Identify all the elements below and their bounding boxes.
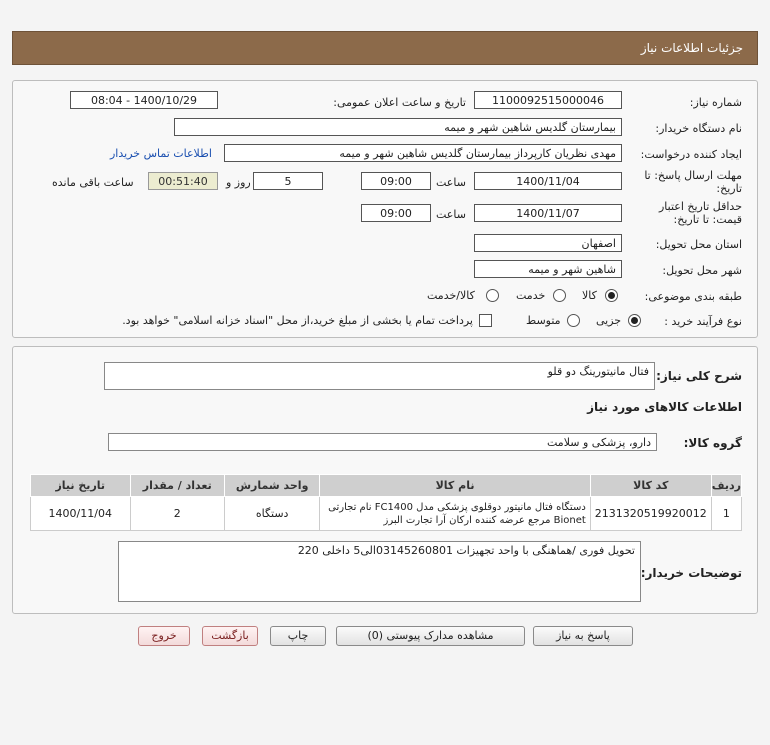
buyer-org-label: نام دستگاه خریدار:: [655, 122, 742, 135]
category-goods-service-label: کالا/خدمت: [427, 289, 475, 302]
need-summary-label: شرح کلی نیاز:: [656, 369, 742, 383]
process-label: نوع فرآیند خرید :: [664, 315, 742, 328]
process-medium-label: متوسط: [526, 314, 561, 327]
col-row-header: ردیف: [711, 475, 741, 497]
cell-goods-name: دستگاه فتال مانیتور دوقلوی پزشکی مدل FC1400 نام تجارتی Bionet مرجع عرضه کننده ارکان آرا تجارت البرز: [320, 497, 591, 531]
treasury-payment-checkbox[interactable]: [479, 314, 492, 327]
province-field: اصفهان: [474, 234, 622, 252]
reply-deadline-label: مهلت ارسال پاسخ: تا تاریخ:: [644, 169, 742, 195]
table-row: [31, 497, 742, 531]
exit-button[interactable]: خروج: [138, 626, 190, 646]
process-radio-medium[interactable]: [567, 314, 580, 327]
col-qty-header: تعداد / مقدار: [130, 475, 225, 497]
cell-unit: دستگاه: [225, 497, 320, 531]
need-number-label: شماره نیاز:: [689, 96, 742, 109]
page-title: جزئیات اطلاعات نیاز: [640, 41, 743, 55]
announce-datetime-field: 1400/10/29 - 08:04: [70, 91, 218, 109]
reply-to-need-button[interactable]: پاسخ به نیاز: [533, 626, 633, 646]
back-button[interactable]: بازگشت: [202, 626, 258, 646]
category-service-label: خدمت: [516, 289, 546, 302]
province-label: استان محل تحویل:: [655, 238, 742, 251]
days-label: روز و: [226, 176, 251, 189]
creator-label: ایجاد کننده درخواست:: [640, 148, 742, 161]
table-header-row: [31, 475, 742, 497]
creator-field: مهدی نظریان کارپرداز بیمارستان گلدیس شاهین شهر و میمه: [224, 144, 622, 162]
category-radio-goods[interactable]: [605, 289, 618, 302]
process-minor-label: جزیی: [596, 314, 622, 327]
buyer-notes-field: تحویل فوری /هماهنگی با واحد تجهیزات 03145260801الی5 داخلی 220: [118, 541, 641, 602]
cell-quantity: 2: [130, 497, 225, 531]
cell-row-number: 1: [711, 497, 741, 531]
category-radio-goods-service[interactable]: [486, 289, 499, 302]
goods-group-field: دارو، پزشکی و سلامت: [108, 433, 657, 451]
goods-info-title: اطلاعات کالاهای مورد نیاز: [587, 400, 742, 414]
print-button[interactable]: چاپ: [270, 626, 326, 646]
page-header: [12, 31, 758, 65]
buyer-notes-label: توضیحات خریدار:: [640, 566, 742, 580]
price-validity-time: 09:00: [361, 204, 431, 222]
city-field: شاهین شهر و میمه: [474, 260, 622, 278]
validity-time-label: ساعت: [436, 208, 466, 221]
treasury-payment-note: پرداخت تمام یا بخشی از مبلغ خرید،از محل "اسناد خزانه اسلامی" خواهد بود.: [122, 314, 473, 327]
buyer-org-field: بیمارستان گلدیس شاهین شهر و میمه: [174, 118, 622, 136]
buyer-contact-link[interactable]: اطلاعات تماس خریدار: [110, 147, 212, 160]
col-name-header: نام کالا: [320, 475, 591, 497]
category-label: طبقه بندی موضوعی:: [644, 290, 742, 303]
view-attachments-button[interactable]: مشاهده مدارک پیوستی (0): [336, 626, 525, 646]
price-validity-label: حداقل تاریخ اعتبار قیمت: تا تاریخ:: [658, 200, 742, 226]
cell-need-date: 1400/11/04: [31, 497, 131, 531]
col-unit-header: واحد شمارش: [225, 475, 320, 497]
need-number-field: 1100092515000046: [474, 91, 622, 109]
reply-deadline-time: 09:00: [361, 172, 431, 190]
process-radio-minor[interactable]: [628, 314, 641, 327]
remaining-label: ساعت باقی مانده: [52, 176, 134, 189]
need-summary-field: فتال مانیتورینگ دو قلو: [104, 362, 655, 390]
items-table: [30, 474, 742, 531]
category-radio-service[interactable]: [553, 289, 566, 302]
col-code-header: کد کالا: [590, 475, 711, 497]
remaining-time-field: 00:51:40: [148, 172, 218, 190]
city-label: شهر محل تحویل:: [662, 264, 742, 277]
category-goods-label: کالا: [582, 289, 597, 302]
reply-deadline-date: 1400/11/04: [474, 172, 622, 190]
price-validity-date: 1400/11/07: [474, 204, 622, 222]
reply-time-label: ساعت: [436, 176, 466, 189]
cell-goods-code: 2131320519920012: [590, 497, 711, 531]
col-date-header: تاریخ نیاز: [31, 475, 131, 497]
goods-group-label: گروه کالا:: [683, 436, 742, 450]
reply-days-field: 5: [253, 172, 323, 190]
announce-datetime-label: تاریخ و ساعت اعلان عمومی:: [333, 96, 466, 109]
